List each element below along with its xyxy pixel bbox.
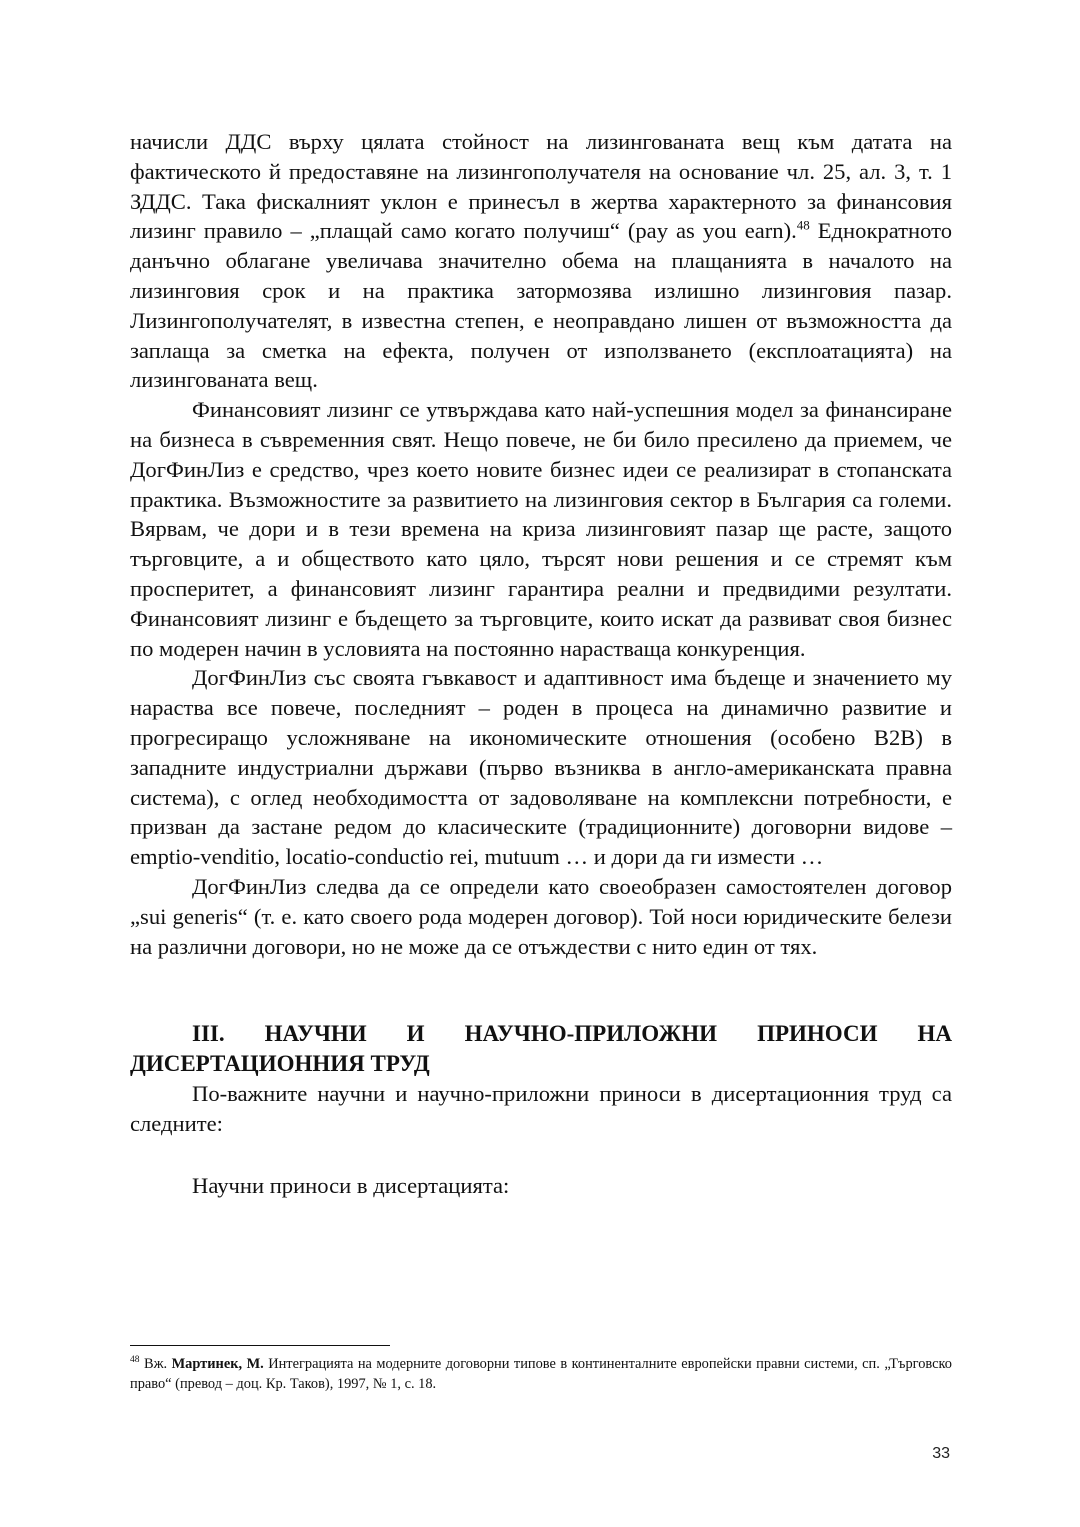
page-body [130,127,952,1200]
paragraph-4: ДогФинЛиз следва да се определи като своеобразен самостоятелен договор „sui generis“ (т. е. като своего рода модерен договор). Той носи юридическите белези на различни договори, но не може да се отъждестви с нито един от тях. [130,873,952,959]
footnote-48 [130,1355,952,1394]
footnote-separator [130,1345,390,1346]
footnote-number: 48 [130,1355,140,1366]
footnote-prefix: Вж. [139,1356,172,1372]
paragraph-5: По-важните научни и научно-приложни приноси в дисертационния труд са следните: [130,1080,952,1136]
footnote-reference-48[interactable]: 48 [796,217,810,233]
footnote-text: Интеграцията на модерните договорни типове в континенталните европейски правни системи, сп. „Търговско право“ (превод – доц. Кр. Таков), 1997, № 1, с. 18. [130,1356,952,1392]
paragraph-2: Финансовият лизинг се утвърждава като най-успешния модел за финансиране на бизнеса в съвременния свят. Нещо повече, не би било пресилено да приемем, че ДогФинЛиз е средство, чрез което новите бизнес идеи се реализират в стопанската практика. Възможностите за развитието на лизинговия сектор в България са големи. Вярвам, че дори и в тези времена на криза лизинговият пазар ще расте, защото търговците, а и обществото като цяло, търсят нови решения и се стремят към просперитет, а финансовият лизинг гарантира реални и предвидими резултати. Финансовият лизинг е бъдещето за търговците, които искат да развиват своя бизнес по модерен начин в условията на постоянно нарастваща конкуренция. [130,397,952,661]
section-heading: III. НАУЧНИ И НАУЧНО-ПРИЛОЖНИ ПРИНОСИ НА ДИСЕРТАЦИОННИЯ ТРУД [130,1021,952,1077]
paragraph-1-text-a: начисли ДДС върху цялата стойност на лизингованата вещ към датата на фактическото й предоставяне на лизингополучателя на основание чл. 25, ал. 3, т. 1 ЗДДС. Така фискалният уклон е принесъл в жертва характерното за финансовия лизинг правило – „плащай само когато получиш“ (pay as you earn). [130,129,952,244]
subsection-heading: Научни приноси в дисертацията: [192,1172,510,1198]
paragraph-1-text-b: Еднократното данъчно облагане увеличава значително обема на плащанията в началото на лизинговия срок и на практика затормозява излишно лизинговия пазар. Лизингополучателят, в известна степен, е неоправдано лишен от възможността да заплаща за сметка на ефекта, получен от използването (експлоатацията) на лизингованата вещ. [130,218,952,393]
paragraph-3: ДогФинЛиз със своята гъвкавост и адаптивност има бъдеще и значението му нараства все повече, последният – роден в процеса на динамично развитие и прогресиращо усложняване на икономическите отношения (особено B2B) в западните индустриални държави (първо възниква в англо-американската правна система), с оглед необходимостта от задоволяване на комплексни потребности, е призван да застане редом до класическите (традиционните) договорни видове – emptio-venditio, locatio-conductio rei, mutuum … и дори да ги измести … [130,665,952,870]
footnote-author: Мартинек, М. [171,1356,264,1372]
paragraph-1 [130,127,952,395]
page-number: 33 [932,1445,950,1462]
